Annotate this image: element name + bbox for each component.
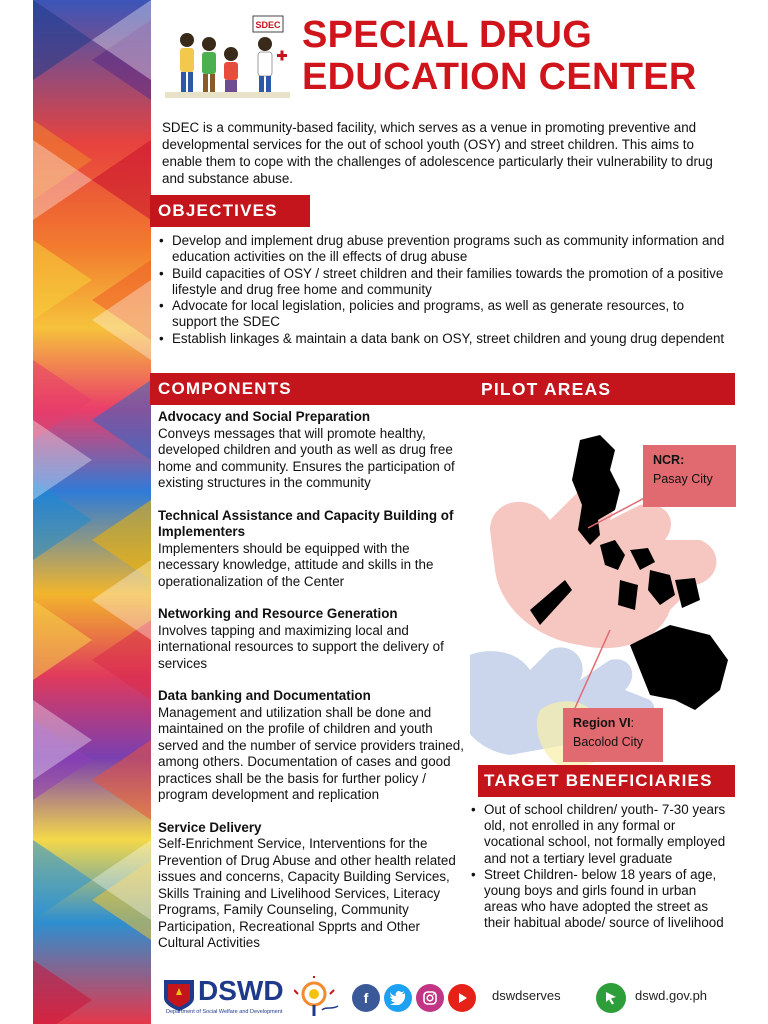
title-line-1: SPECIAL DRUG [302,14,593,56]
pilot-areas-heading: PILOT AREAS [470,373,735,405]
instagram-icon[interactable] [416,984,444,1012]
component-body: Management and utilization shall be done and maintained on the profile of children and youth served and the number of service providers trained, among others. Documentation of cases and good practices shall be the basis for further policy / program development and replication [158,704,464,802]
targets-list [468,802,733,932]
component-title: Networking and Resource Generation [158,606,398,621]
component-item [158,688,468,804]
region-vi-label: Region VI [573,716,631,730]
component-item [158,606,468,672]
component-title: Data banking and Documentation [158,688,371,703]
component-title: Advocacy and Social Preparation [158,409,371,424]
ncr-callout [643,445,736,507]
region-vi-callout [563,708,663,762]
objective-item: • Establish linkages & maintain a data bank on OSY, street children and young drug dependent [156,331,731,347]
dswd-subtitle: Department of Social Welfare and Development [166,1009,283,1015]
component-body: Implementers should be equipped with the necessary knowledge, attitude and skills in the operationalization of the Center [158,540,434,589]
facebook-icon[interactable]: f [352,984,380,1012]
dswd-wordmark: DSWD [198,975,284,1006]
page-title [302,14,742,98]
geometric-pattern [33,0,151,1024]
decorative-strip [33,0,151,1024]
dswd-emblem-icon [162,978,196,1012]
target-item: • Out of school children/ youth- 7-30 years old, not enrolled in any formal or vocational school, not formally employed and not a tertiary level graduate [468,802,733,867]
title-line-2: EDUCATION CENTER [302,56,697,98]
mindanao-island [630,625,728,710]
target-item: • Street Children- below 18 years of age, young boys and girls found in urban areas who have adopted the street as their habitual abode/ source of livelihood [468,867,733,932]
website-link[interactable]: dswd.gov.ph [635,988,708,1003]
component-item [158,409,468,492]
sdec-illustration [165,14,290,108]
sdec-sign-text: SDEC [255,20,281,30]
objectives-heading: OBJECTIVES [150,195,310,227]
footer [160,974,740,1020]
region-vi-city: Bacolod City [573,735,644,749]
component-body: Conveys messages that will promote healthy, developed children and youth as well as drug free home and community. Ensures the participation of existing structures in the community [158,425,455,490]
objective-item: • Develop and implement drug abuse prevention programs such as community information and education activities on the ill effects of drug abuse [156,233,731,266]
component-item [158,508,468,591]
twitter-icon[interactable] [384,984,412,1012]
ncr-label: NCR: [653,453,685,467]
objective-item: • Build capacities of OSY / street children and their families towards the promotion of a positive lifestyle and drug free home and community [156,266,731,299]
negros-island [618,580,638,610]
component-title: Technical Assistance and Capacity Building of Implementers [158,507,454,539]
region-vi-colon: : [630,716,635,730]
component-title: Service Delivery [158,819,262,835]
component-body: Involves tapping and maximizing local and international resources to support the delivery of services [158,622,444,671]
bagong-pilipinas-icon [294,976,340,1020]
social-handle[interactable]: dswdserves [492,988,561,1003]
intro-paragraph: SDEC is a community-based facility, which serves as a venue in promoting preventive and developmental services for the out of school youth (OSY) and street children. This aims to enable them to cope with the challenges of adolescence particularly their vulnerability to drug and substance abuse. [162,120,713,186]
youtube-icon[interactable] [448,984,476,1012]
components-list [158,409,468,968]
component-item [158,820,468,952]
components-heading: COMPONENTS [158,379,292,398]
component-body: Self-Enrichment Service, Interventions for the Prevention of Drug Abuse and other health related issues and concerns, Capacity Building Services, Skills Training and Livelihood Services, Literacy Programs, Family Counseling, Community Participation, Recreational Spprts and Other Cultural Activities [158,836,456,950]
objectives-list [156,233,731,347]
target-beneficiaries-heading: TARGET BENEFICIARIES [478,765,735,797]
objective-item: • Advocate for local legislation, policies and programs, as well as generate resources, to support the SDEC [156,298,731,331]
cursor-icon[interactable] [596,983,626,1013]
ncr-city: Pasay City [653,472,713,486]
